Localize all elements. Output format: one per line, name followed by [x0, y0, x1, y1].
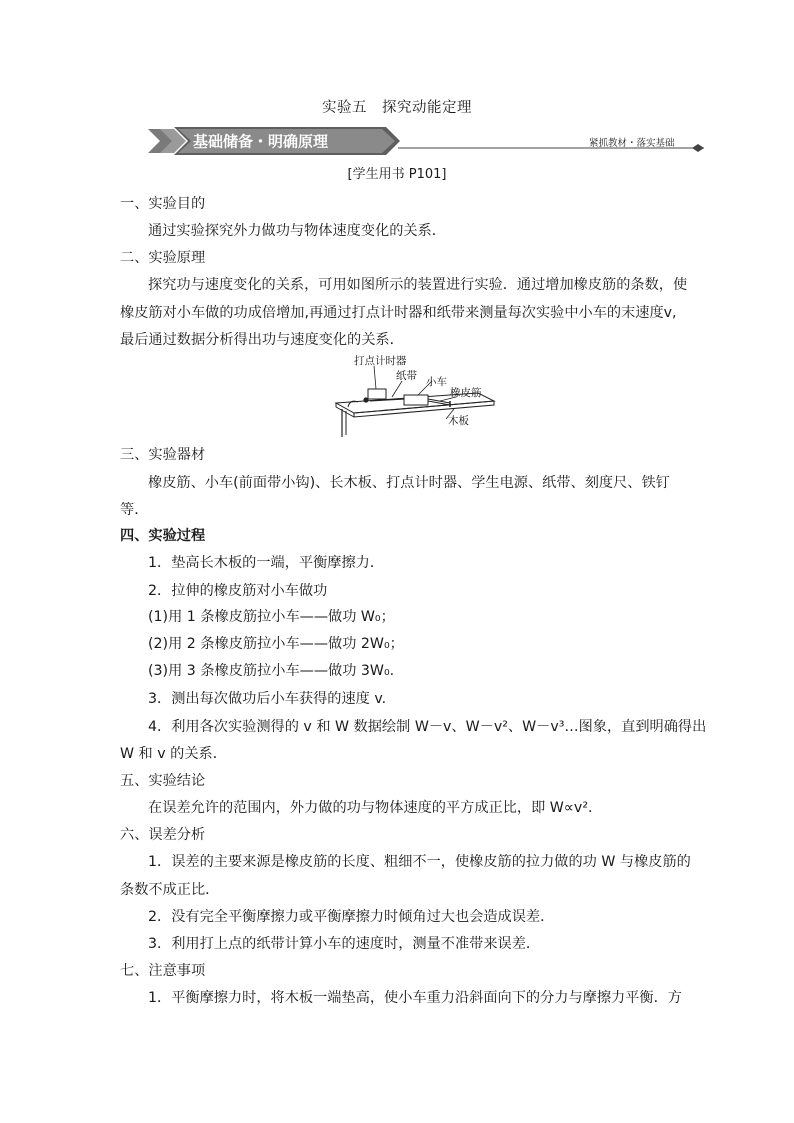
- label-timer: 打点计时器: [354, 355, 407, 367]
- error-item-1-line-1: 1．误差的主要来源是橡皮筋的长度、粗细不一，使橡皮筋的拉力做的功 W 与橡皮筋的: [148, 854, 691, 870]
- heading-notes: 七、注意事项: [120, 963, 206, 979]
- purpose-text: 通过实验探究外力做功与物体速度变化的关系．: [148, 223, 446, 239]
- label-board: 木板: [448, 415, 469, 427]
- apparatus-figure: [328, 353, 500, 439]
- procedure-sub-1: (1)用 1 条橡皮筋拉小车——做功 W₀；: [148, 609, 395, 625]
- procedure-step-4-line-2: W 和 v 的关系．: [120, 746, 227, 762]
- equipment-line-2: 等．: [120, 502, 149, 518]
- heading-equipment: 三、实验器材: [120, 447, 206, 463]
- notes-item-1-line-1: 1．平衡摩擦力时，将木板一端垫高，使小车重力沿斜面向下的分力与摩擦力平衡．方: [148, 990, 682, 1006]
- error-item-1-line-2: 条数不成正比．: [120, 882, 220, 898]
- error-item-3: 3．利用打上点的纸带计算小车的速度时，测量不准带来误差．: [148, 936, 541, 952]
- label-tape: 纸带: [396, 370, 417, 382]
- heading-purpose: 一、实验目的: [120, 196, 206, 212]
- principle-line-2: 橡皮筋对小车做的功成倍增加,再通过打点计时器和纸带来测量每次实验中小车的末速度v,: [120, 305, 677, 321]
- heading-error-analysis: 六、误差分析: [120, 827, 206, 843]
- heading-principle: 二、实验原理: [120, 250, 206, 266]
- page-title: 实验五 探究动能定理: [322, 100, 472, 116]
- section-banner: [148, 127, 708, 155]
- label-cart: 小车: [426, 376, 447, 388]
- heading-procedure: 四、实验过程: [120, 528, 206, 544]
- procedure-step-1: 1．垫高长木板的一端，平衡摩擦力．: [148, 555, 385, 571]
- banner-main-label: 基础储备・明确原理: [193, 132, 329, 151]
- procedure-sub-3: (3)用 3 条橡皮筋拉小车——做功 3W₀.: [148, 663, 395, 679]
- procedure-step-4-line-1: 4．利用各次实验测得的 v 和 W 数据绘制 W－v、W－v²、W－v³…图象，直到明确得出: [148, 719, 707, 735]
- error-item-2: 2．没有完全平衡摩擦力或平衡摩擦力时倾角过大也会造成误差．: [148, 909, 555, 925]
- principle-line-3: 最后通过数据分析得出功与速度变化的关系．: [120, 332, 404, 348]
- equipment-line-1: 橡皮筋、小车(前面带小钩)、长木板、打点计时器、学生电源、纸带、刻度尺、铁钉: [148, 475, 670, 491]
- banner-side-label: 紧抓教材・落实基础: [589, 138, 675, 149]
- label-rubber: 橡皮筋: [450, 387, 482, 399]
- procedure-step-2: 2．拉伸的橡皮筋对小车做功: [148, 583, 328, 599]
- procedure-step-3: 3．测出每次做功后小车获得的速度 v.: [148, 691, 387, 707]
- book-reference: [学生用书 P101]: [347, 167, 447, 182]
- procedure-sub-2: (2)用 2 条橡皮筋拉小车——做功 2W₀；: [148, 636, 404, 652]
- heading-conclusion: 五、实验结论: [120, 773, 206, 789]
- conclusion-text: 在误差允许的范围内，外力做的功与物体速度的平方成正比，即 W∝v².: [148, 800, 593, 816]
- principle-line-1: 探究功与速度变化的关系，可用如图所示的装置进行实验．通过增加橡皮筋的条数，使: [148, 277, 688, 293]
